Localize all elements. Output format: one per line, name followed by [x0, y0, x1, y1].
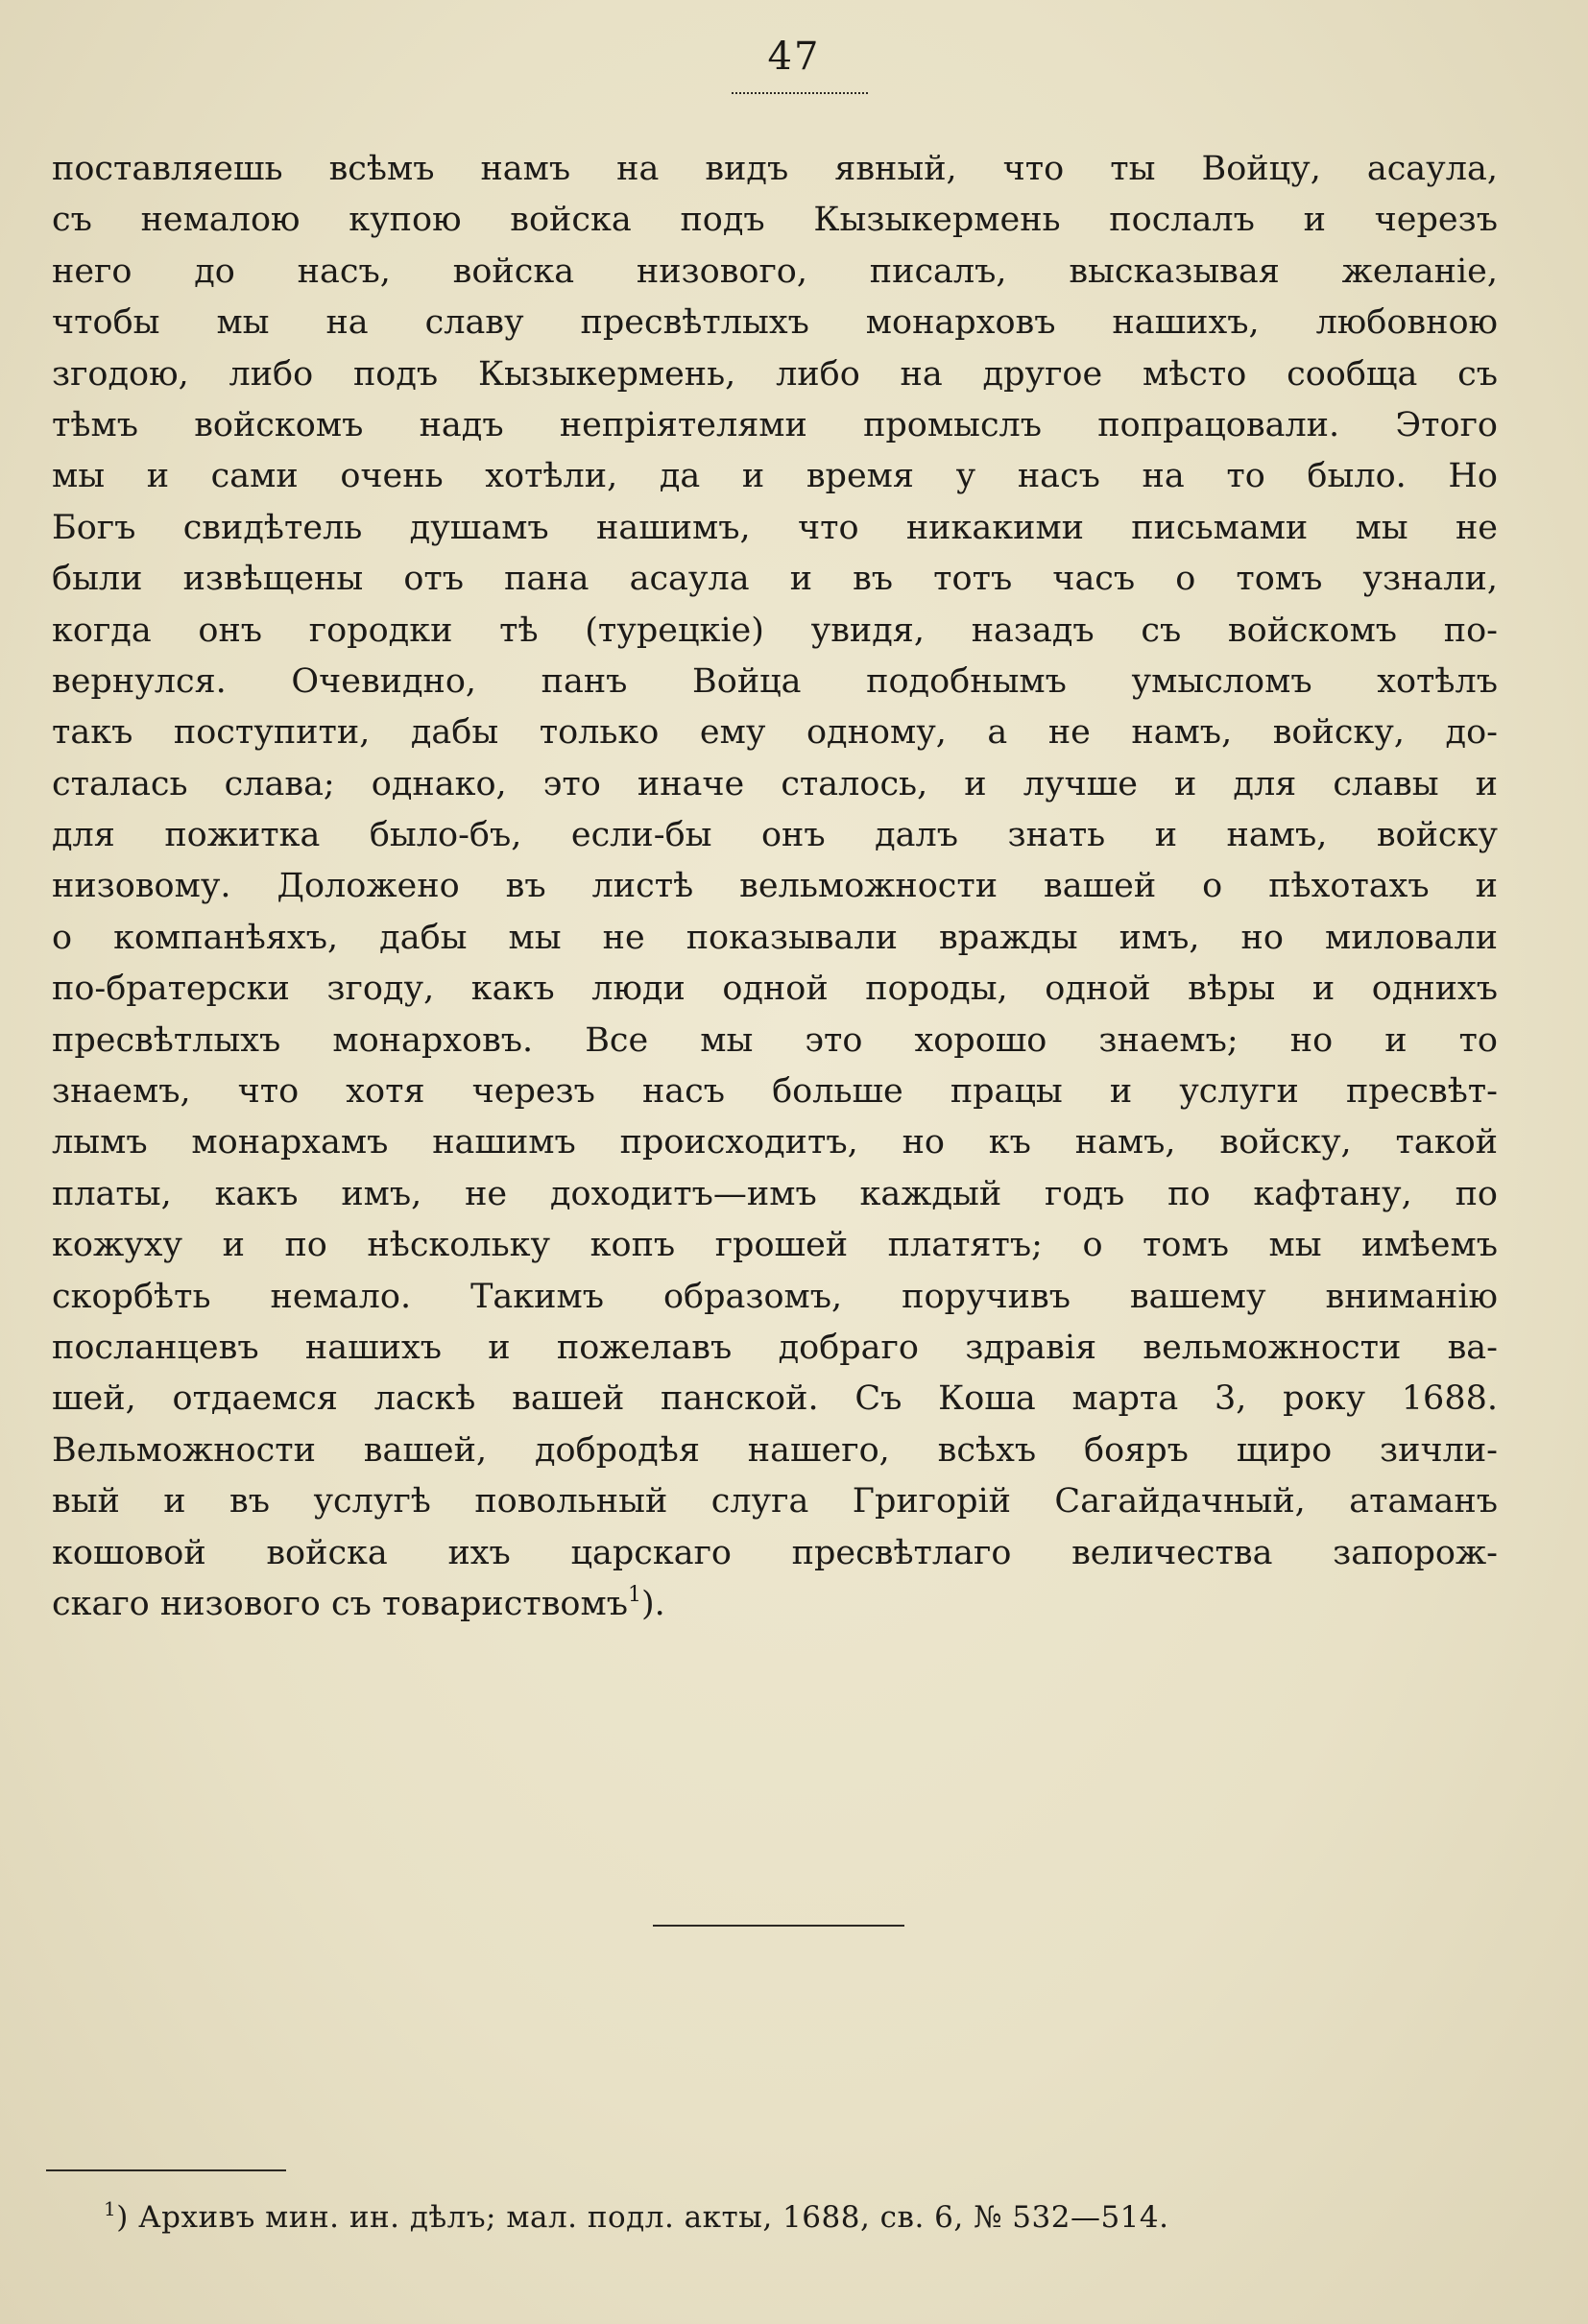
text-line: платы, какъ имъ, не доходитъ—имъ каждый годъ по кафтану, по — [52, 1174, 1498, 1213]
text-line: лымъ монархамъ нашимъ происходитъ, но къ намъ, войску, такой — [52, 1123, 1498, 1162]
text-line: о компанѣяхъ, дабы мы не показывали вражды имъ, но миловали — [52, 918, 1498, 957]
header-divider — [732, 92, 868, 94]
text-line: были извѣщены отъ пана асаула и въ тотъ часъ о томъ узнали, — [52, 560, 1498, 599]
text-line: знаемъ, что хотя черезъ насъ больше працы и услуги пресвѣт- — [52, 1072, 1498, 1112]
last-line-tail: ). — [640, 1584, 665, 1623]
text-line: низовому. Доложено въ листѣ вельможности вашей о пѣхотахъ и — [52, 867, 1498, 906]
text-line: кошовой войска ихъ царскаго пресвѣтлаго величества запорож- — [52, 1533, 1498, 1572]
text-line-last — [52, 1579, 1498, 1630]
end-of-text-rule — [653, 1925, 904, 1927]
text-line: тѣмъ войскомъ надъ непріятелями промыслъ попрацовали. Этого — [52, 405, 1498, 444]
text-line: вернулся. Очевидно, панъ Войца подобнымъ умысломъ хотѣлъ — [52, 661, 1498, 701]
text-line: скорбѣть немало. Такимъ образомъ, поручивъ вашему вниманію — [52, 1277, 1498, 1316]
text-line: Вельможности вашей, добродѣя нашего, всѣхъ бояръ щиро зичли- — [52, 1430, 1498, 1470]
text-line: по-братерски згоду, какъ люди одной породы, одной вѣры и одниxъ — [52, 970, 1498, 1009]
text-line: него до насъ, войска низового, писалъ, высказывая желаніе, — [52, 252, 1498, 291]
footnote-reference[interactable]: 1 — [627, 1582, 641, 1607]
last-line-text: скаго низового съ товариствомъ — [52, 1584, 628, 1623]
text-line: Богъ свидѣтель душамъ нашимъ, что никакими письмами мы не — [52, 508, 1498, 547]
footnote — [104, 2198, 1168, 2237]
footnote-text: ) Архивъ мин. ин. дѣлъ; мал. подл. акты, 1688, св. 6, № 532—514. — [116, 2200, 1169, 2235]
text-line: когда онъ городки тѣ (турецкіе) увидя, назадъ съ войскомъ по- — [52, 611, 1498, 650]
text-line: чтобы мы на славу пресвѣтлыхъ монарховъ нашихъ, любовною — [52, 303, 1498, 343]
text-line: мы и сами очень хотѣли, да и время у насъ на то было. Но — [52, 457, 1498, 496]
text-line: кожуху и по нѣскольку копъ грошей платятъ; о томъ мы имѣемъ — [52, 1226, 1498, 1265]
text-line: пресвѣтлыхъ монарховъ. Все мы это хорошо знаемъ; но и то — [52, 1020, 1498, 1060]
text-line: вый и въ услугѣ повольный слуга Григорій Сагайдачный, атаманъ — [52, 1482, 1498, 1521]
body-text — [52, 144, 1498, 1630]
text-line: для пожитка было-бъ, если-бы онъ далъ знать и намъ, войску — [52, 816, 1498, 855]
footnote-marker: 1 — [104, 2197, 117, 2220]
text-line: поставляешь всѣмъ намъ на видъ явный, что ты Войцу, асаула, — [52, 150, 1498, 188]
text-line: съ немалою купою войска подъ Кызыкермень послалъ и черезъ — [52, 201, 1498, 240]
text-line: згодою, либо подъ Кызыкермень, либо на другое мѣсто сообща съ — [52, 354, 1498, 394]
text-line: сталась слава; однако, это иначе сталось, и лучше и для славы и — [52, 764, 1498, 803]
text-line: шей, отдаемся ласкѣ вашей панской. Съ Коша марта 3, року 1688. — [52, 1379, 1498, 1419]
footnote-divider — [46, 2169, 286, 2171]
text-line: такъ поступити, дабы только ему одному, а не намъ, войску, до- — [52, 713, 1498, 753]
page-number: 47 — [767, 35, 821, 79]
text-line: посланцевъ нашихъ и пожелавъ добраго здравія вельможности ва- — [52, 1328, 1498, 1367]
